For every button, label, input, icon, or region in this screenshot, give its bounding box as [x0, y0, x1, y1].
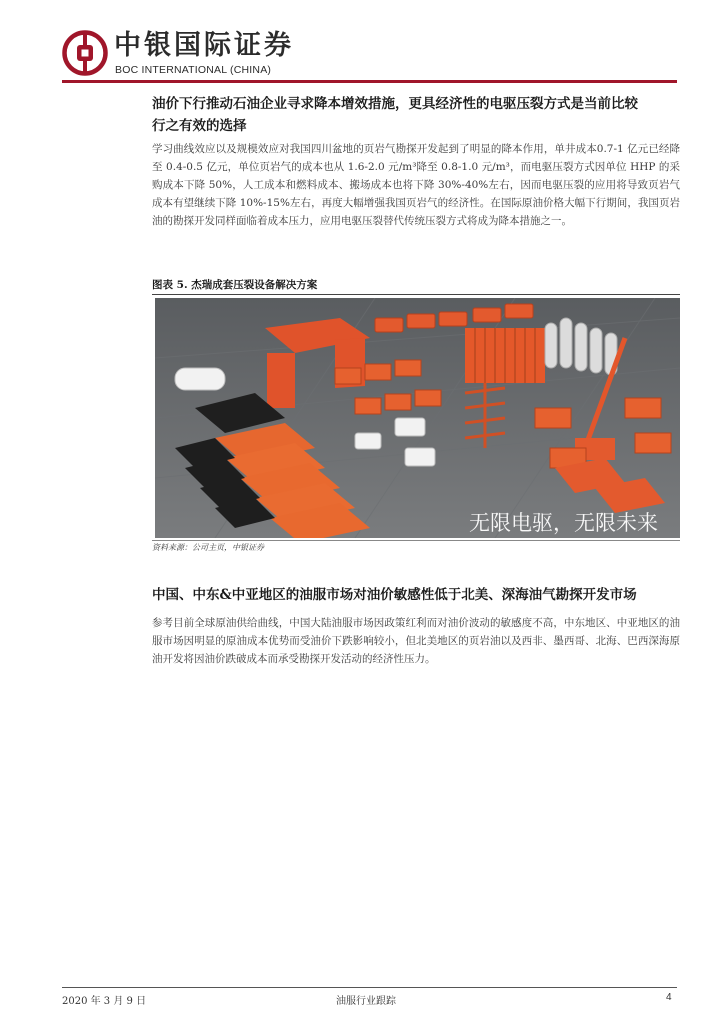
footer-divider: [62, 987, 677, 988]
section-heading-2: 中国、中东&中亚地区的油服市场对油价敏感性低于北美、深海油气勘探开发市场: [152, 587, 637, 603]
page-number: 4: [666, 992, 672, 1003]
header-divider: [62, 80, 677, 83]
brand-name-cn: 中银国际证券: [114, 30, 294, 61]
boc-logo-icon: [62, 30, 108, 76]
footer-title: 油服行业跟踪: [336, 996, 396, 1007]
section-heading-1-line1: 油价下行推动石油企业寻求降本增效措施，更具经济性的电驱压裂方式是当前比较: [152, 96, 638, 112]
section-heading-1: [152, 93, 682, 137]
section-heading-1-line2: 行之有效的选择: [152, 118, 247, 134]
figure-rule: [152, 294, 680, 295]
figure-source-rule: [152, 540, 680, 541]
section-paragraph-1: [152, 140, 680, 230]
paragraph-text: 参考目前全球原油供给曲线，中国大陆油服市场因政策红利而对油价波动的敏感度不高，中东地区、中亚地区的油服市场因明显的原油成本优势而受油价下跌影响较小，但北美地区的页岩油以及西非、墨西哥、北海、巴西深海原油开发将因油价跌破成本而承受勘探开发活动的经济性压力。: [152, 617, 680, 665]
brand-name-en: BOC INTERNATIONAL (CHINA): [115, 64, 272, 76]
figure-title: 图表 5. 杰瑞成套压裂设备解决方案: [152, 279, 318, 291]
section-paragraph-2: [152, 614, 680, 668]
fracturing-equipment-illustration: [155, 298, 680, 538]
paragraph-text: 学习曲线效应以及规模效应对我国四川盆地的页岩气勘探开发起到了明显的降本作用，单井成本0.7-1 亿元已经降至 0.4-0.5 亿元，单位页岩气的成本也从 1.6-2.0 元/m³降至 0.8-1.0 元/m³，而电驱压裂方式因单位 HHP 的采购成本下降 50%，人工成本和燃料成本、搬场成本也将下降 30%-40%左右，因而电驱压裂的应用将导致页岩气成本有望继续下降 10%-15%左右，再度大幅增强我国页岩气的经济性。在国际原油价格大幅下行期间，我国页岩油的勘探开发同样面临着成本压力，应用电驱压裂替代传统压裂方式将成为降本措施之一。: [152, 143, 680, 227]
footer-date: 2020 年 3 月 9 日: [62, 996, 147, 1007]
figure-overlay-text: 无限电驱，无限未来: [469, 511, 658, 535]
figure-source: 资料来源：公司主页，中银证券: [152, 543, 264, 552]
